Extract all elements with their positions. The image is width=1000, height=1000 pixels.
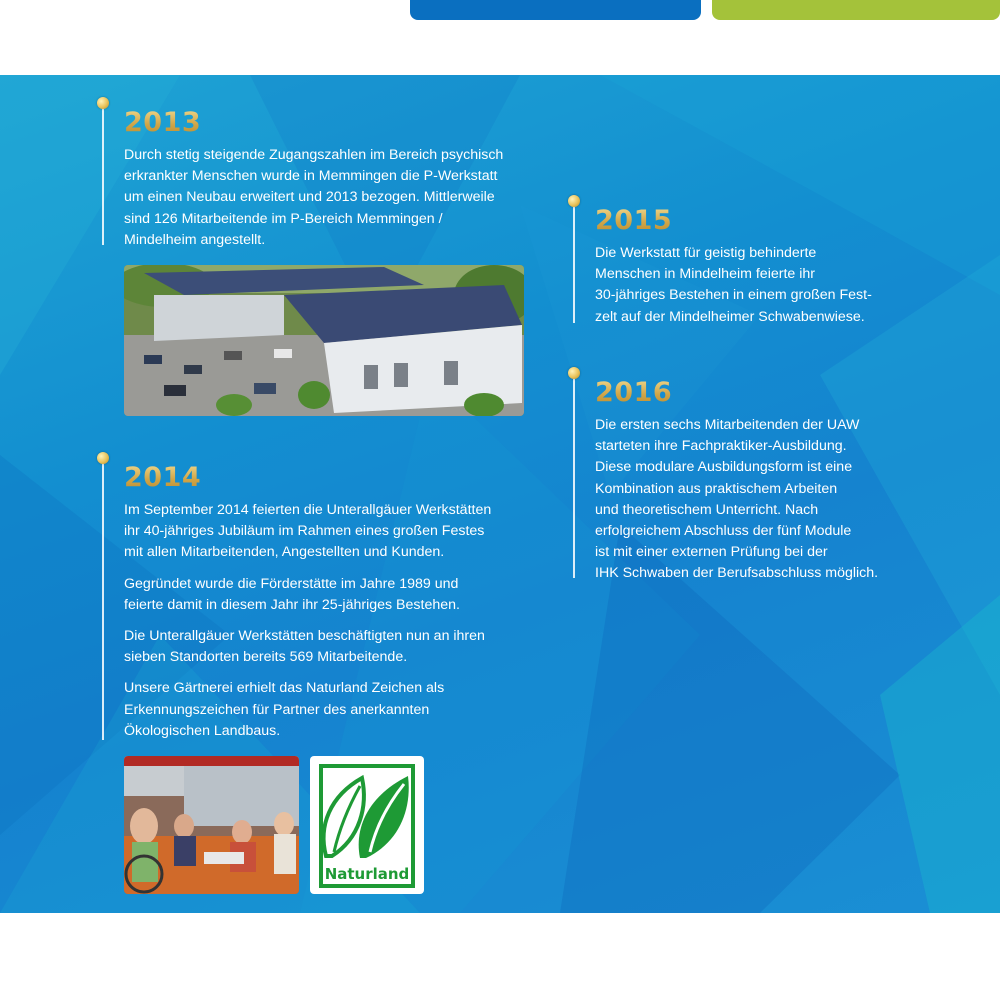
green-header-tab <box>712 0 1000 20</box>
entry-text: Die Werkstatt für geistig behinderte Menschen in Mindelheim feierte ihr 30-jähriges Bestehen in einem großen Fest- zelt auf der Mindelheimer Schwabenwiese. <box>595 245 872 325</box>
entry-text: Im September 2014 feierten die Unterallgäuer Werkstätten ihr 40-jähriges Jubiläum im Rahmen eines großen Festes mit allen Mitarbeitenden, Angestellten und Kunden. Gegründet wurde die Förderstätte im Jahre 1989 und feierte damit in diesem Jahr ihr 25-jähriges Bestehen. Die Unterallgäuer Werkstätten beschäftigten nun an ihren sieben Standorten bereits 569 Mitarbeitende. Unsere Gärtnerei erhielt das Naturland Zeichen als Erkennungszeichen für Partner des anerkannten Ökologischen Landbaus. <box>124 502 492 739</box>
building-photo <box>124 265 524 416</box>
entry-text: Durch stetig steigende Zugangszahlen im Bereich psychisch erkrankter Menschen wurde in Memmingen die P-Werkstatt um einen Neubau erweitert und 2013 bezogen. Mittlerweile sind 126 Mitarbeitende im P-Bereich Memmingen / Mindelheim angestellt. <box>124 147 504 248</box>
people-photo <box>124 756 299 894</box>
year-heading: 2014 <box>124 462 202 493</box>
timeline-dot <box>568 367 580 379</box>
naturland-logo <box>310 756 424 894</box>
year-heading: 2015 <box>595 205 673 236</box>
timeline-line <box>102 458 104 740</box>
entry-text: Die ersten sechs Mitarbeitenden der UAW starteten ihre Fachpraktiker-Ausbildung. Diese modulare Ausbildungsform ist eine Kombination aus praktischem Arbeiten und theoretischem Unterricht. Nach erfolgreichem Abschluss der fünf Module ist mit einer externen Prüfung bei der IHK Schwaben der Berufsabschluss möglich. <box>595 417 879 582</box>
timeline-dot <box>568 195 580 207</box>
timeline-dot <box>97 97 109 109</box>
timeline-panel <box>0 75 1000 913</box>
timeline-dot <box>97 452 109 464</box>
year-heading: 2016 <box>595 377 673 408</box>
year-heading: 2013 <box>124 107 202 138</box>
timeline-line <box>573 373 575 578</box>
timeline-line <box>102 103 104 245</box>
timeline-line <box>573 201 575 323</box>
blue-header-tab <box>410 0 701 20</box>
logo-text: Naturland <box>324 865 410 883</box>
